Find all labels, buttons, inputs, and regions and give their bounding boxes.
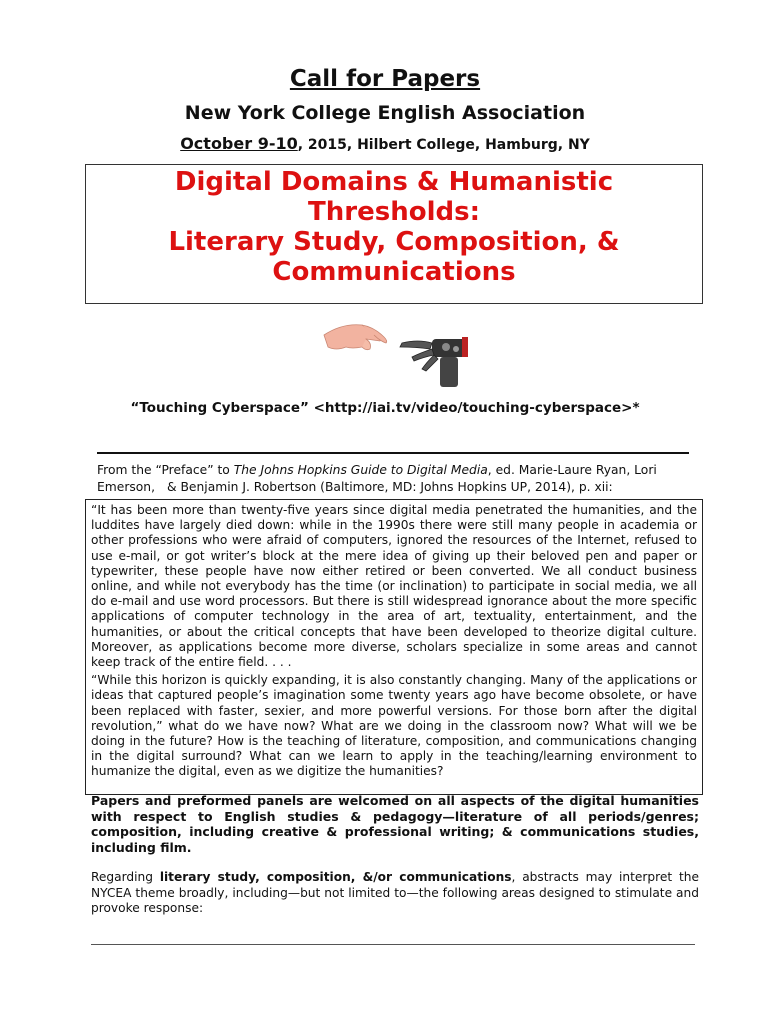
regarding-topics: literary study, composition, &/or communications [159, 870, 512, 884]
theme-line-3: Literary Study, Composition, & [168, 227, 620, 257]
preface-line2-rest: & Benjamin J. Robertson (Baltimore, MD: Johns Hopkins UP, 2014), p. xii: [167, 480, 613, 494]
preface-line1-rest: , ed. Marie-Laure Ryan, Lori [487, 463, 657, 477]
event-dateline [0, 134, 770, 153]
regarding-rest: , abstracts may interpret the NYCEA theme broadly, including—but not limited to—the following areas designed to stimulate and provoke response: [91, 870, 699, 915]
quote-box [85, 499, 703, 795]
theme-line-4: Communications [272, 257, 516, 287]
page-title: Call for Papers [289, 66, 481, 92]
theme-line-1: Digital Domains & Humanistic [174, 167, 614, 197]
robot-hand-icon [400, 337, 468, 387]
human-hand-icon [324, 325, 387, 350]
regarding-prefix: Regarding [91, 870, 160, 884]
divider-rule [97, 452, 689, 454]
theme-box [85, 164, 703, 304]
book-title: The Johns Hopkins Guide to Digital Media [233, 463, 488, 477]
theme-line-2: Thresholds: [308, 197, 480, 227]
preface-prefix: From the “Preface” to [97, 463, 234, 477]
bottom-divider-rule [91, 944, 695, 945]
papers-statement: Papers and preformed panels are welcomed on all aspects of the digital humanities with respect to English studies & pedagogy—literature of all periods/genres; composition, including creative & professional writing; & communications studies, including film. [91, 793, 699, 855]
event-dates: October 9-10 [180, 134, 298, 153]
quote-paragraph-1: “It has been more than twenty-five years since digital media penetrated the humanities, and the luddites have largely died down: while in the 1990s there were still many people in academia or other professions who were afraid of computers, ignored the resources of the Internet, refused to use e-mail, or got writer’s block at the mere idea of giving up their beloved pen and paper or typewriter, these people have now either retired or been converted. We all conduct business online, and while not everybody has the time (or inclination) to participate in social media, we all do e-mail and use word processors. But there is still widespread ignorance about the more specific applications of computer technology in the area of art, textuality, entertainment, and the humanities, or about the critical concepts that have been developed to theorize digital culture. Moreover, as applications become more diverse, scholars specialize in some areas and cannot keep track of the entire field. . . . [91, 503, 697, 670]
image-caption: “Touching Cyberspace” <http://iai.tv/video/touching-cyberspace>* [130, 400, 640, 416]
regarding-paragraph [91, 870, 699, 917]
preface-author: Emerson, [97, 480, 156, 494]
event-location: , 2015, Hilbert College, Hamburg, NY [297, 137, 590, 153]
preface-citation [97, 462, 695, 496]
organization-name: New York College English Association [184, 102, 586, 124]
quote-paragraph-2: “While this horizon is quickly expanding, it is also constantly changing. Many of the applications or ideas that captured people’s imagination some twenty years ago have become obsolete, or have been replaced with faster, sexier, and more powerful versions. For those born after the digital revolution,” what do we have now? What are we doing in the classroom now? What will we be doing in the future? How is the teaching of literature, composition, and communications changing in the digital surround? What can we learn to apply in the teaching/learning environment to humanize the digital, even as we digitize the humanities? [91, 673, 697, 779]
touching-hands-image [322, 313, 472, 391]
